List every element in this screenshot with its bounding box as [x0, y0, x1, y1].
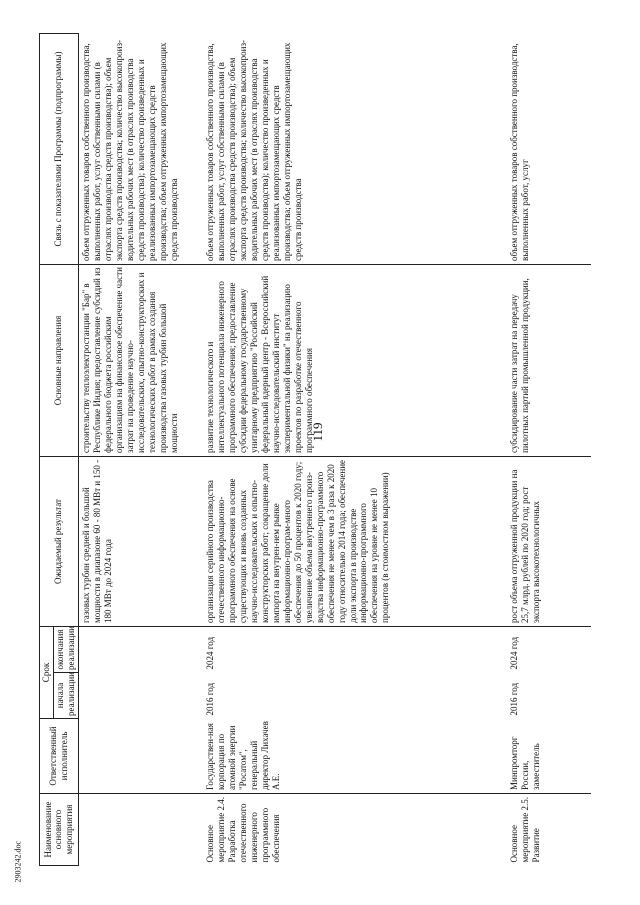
cell-directions: строительству теплоэлектростанции "Бар" в Республике Индия; предоставление субсидий из федерального бюджета российским организациям на финансовое обеспечение части затрат на проведение научно-исследовательских, опытно-конструкторских и технологических работ в рамках создания производства газовых турбин большой мощности [78, 264, 203, 456]
header-start: начала реализации [53, 673, 78, 719]
header-end: окончания реализации [53, 626, 78, 672]
cell-name [78, 794, 203, 866]
table-row [78, 33, 203, 865]
cell-end: 2024 год [204, 636, 215, 670]
cell-responsible: Государствен-ная корпорация по атомной энергии "Росатом", генеральный директор Лихачев А.Е. [203, 719, 507, 794]
cell-link: объем отгруженных товаров собственного производства, выполненных работ, услуг собственными силами (в отраслях производства средств производства); объем экспорта средств производства; количество высокопроиз-водительных рабочих мест (в отраслях производства средств производства); количество произведенных и реализованных импортозамещающих средств производства; объем отгруженных импортозамещающих средств производства [203, 33, 507, 264]
header-term: Срок [40, 626, 54, 718]
cell-name: Основное мероприятие 2.4. Разработка отечественного инженерного программного обеспечения [204, 797, 281, 863]
header-responsible: Ответственный исполнитель [40, 719, 79, 794]
cell-end: 2024 год [508, 636, 519, 670]
header-name: Наименование основного мероприятия [40, 794, 79, 866]
cell-result: организация серийного производства отечественного информационно-программного обеспечения на основе существующих и вновь созданных научно-исследовательских и опытно-конструкторских работ; сокращение доли импорта на внутрен-нем рынке информационно-програм-много обеспечения до 50 процентов к 2020 году; увеличение объема внутреннего произ-водства информационно-программного обеспечения не менее чем в 3 раза к 2020 году относительно 2014 года; обеспечение доли экспорта в производстве информационно-программного обеспечения на уровне не менее 10 процентов (в стоимостном выражении) [203, 456, 507, 626]
document-id: 2903242.doc [13, 840, 23, 883]
cell-start: 2016 год [508, 682, 519, 716]
page-number: 119 [310, 422, 325, 442]
header-result: Ожидаемый результат [40, 456, 79, 626]
cell-result: рост объема отгруженной продукции на 25,7 млрд. рублей по 2020 год; рост экспорта высокотехнологичных [507, 456, 591, 626]
cell-start [78, 673, 203, 719]
cell-result: газовых турбин средней и большой мощности в диапазоне 60 - 80 МВт и 150 - 180 МВт до 2024 года [78, 456, 203, 626]
cell-responsible: Минпромторг России, заместитель [507, 719, 591, 794]
cell-name: Основное мероприятие 2.5. Развитие [508, 797, 541, 863]
header-directions: Основные направления [40, 264, 79, 456]
header-link: Связь с показателями Программы (подпрограммы) [40, 33, 79, 264]
cell-link: объем отгруженных товаров собственного производства, выполненных работ, услуг [507, 33, 591, 264]
header-row-1 [40, 33, 54, 865]
cell-directions: развитие технологического и интеллектуального потенциала инженерного программного обеспечения; предоставление субсидии федеральному государственному унитарному предприятию "Российский федеральный ядерный центр - Всероссийский научно-исследовательский институт экспериментальной физики" на реализацию проектов по разработке отечественного программного обеспечения [203, 264, 507, 456]
cell-start: 2016 год [204, 682, 215, 716]
rotated-table-container [39, 34, 599, 866]
cell-end [78, 626, 203, 672]
cell-link: объем отгруженных товаров собственного производства, выполненных работ, услуг собственными силами (в отраслях производства средств производства); объем экспорта средств производства; количество высокопроиз-водительных рабочих мест (в отраслях производства средств производства); количество произведенных и реализованных импортозамещающих средств производства; объем отгруженных импортозамещающих средств производства [78, 33, 203, 264]
cell-responsible [78, 719, 203, 794]
program-table [39, 33, 591, 866]
cell-directions: субсидирование части затрат на передачу пилотных партий промышленной продукции, [507, 264, 591, 456]
table-row [203, 33, 507, 865]
table-row [507, 33, 591, 865]
